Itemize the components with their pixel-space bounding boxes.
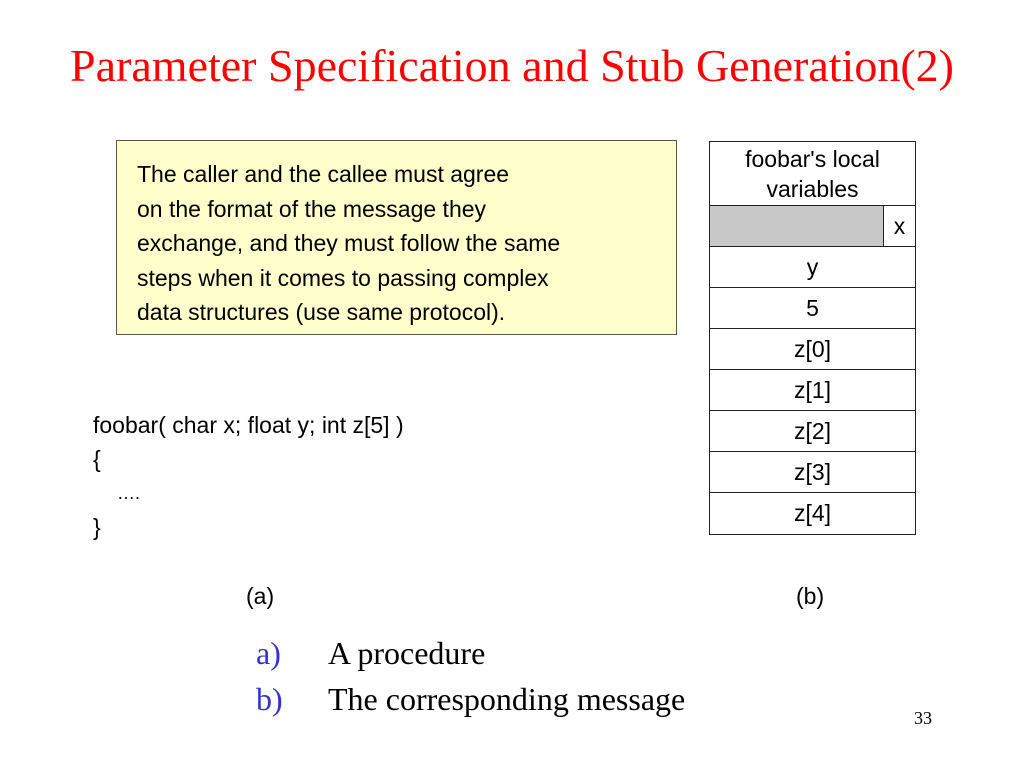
message-stack: [709, 141, 916, 535]
note-line: The caller and the callee must agree: [137, 161, 510, 187]
note-line: on the format of the message they: [137, 195, 487, 222]
stack-cell: z[3]: [710, 452, 915, 493]
bullet-marker: b): [256, 681, 283, 717]
note-line: steps when it comes to passing complex: [137, 264, 549, 291]
note-line: data structures (use same protocol).: [137, 299, 506, 325]
bullet-item: [256, 630, 685, 676]
code-close-brace: }: [93, 514, 101, 540]
procedure-code: [93, 408, 404, 544]
shaded-cell: [710, 206, 884, 246]
code-open-brace: {: [93, 446, 101, 472]
stack-cell-x: [710, 206, 915, 247]
note-box: [116, 140, 677, 335]
stack-cell: 5: [710, 288, 915, 329]
bullet-text: The corresponding message: [328, 681, 686, 717]
caption-b: (b): [796, 583, 825, 609]
stack-header-line: foobar's local: [745, 145, 880, 172]
bullet-item: [256, 676, 685, 722]
stack-cell: z[4]: [793, 500, 832, 526]
code-signature: foobar( char x; float y; int z[5] ): [93, 412, 404, 438]
note-line: exchange, and they must follow the same: [137, 230, 561, 256]
stack-header-line: variables: [766, 175, 859, 202]
stack-cell: z[0]: [710, 329, 915, 370]
code-body: ….: [117, 483, 141, 503]
x-label: x: [893, 212, 906, 239]
stack-cell: y: [710, 247, 915, 288]
stack-header: [710, 142, 915, 206]
page-number: 33: [914, 708, 932, 728]
caption-a: (a): [246, 583, 275, 609]
slide-title: Parameter Specification and Stub Generation(2): [70, 40, 954, 91]
bullet-marker: a): [256, 635, 281, 671]
stack-cell: z[1]: [710, 370, 915, 411]
bullet-list: [256, 630, 685, 722]
bullet-text: A procedure: [328, 635, 486, 671]
stack-cell: z[2]: [710, 411, 915, 452]
